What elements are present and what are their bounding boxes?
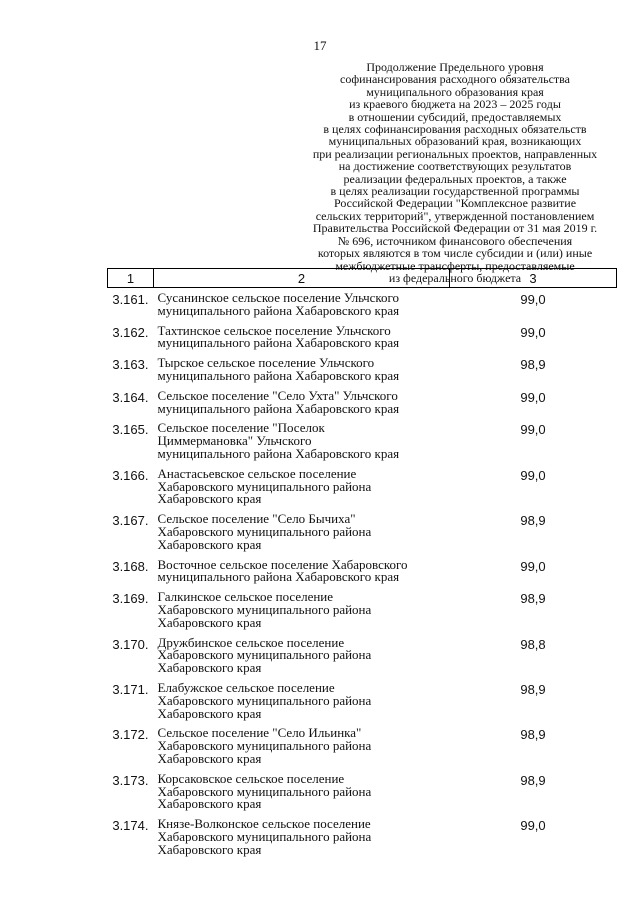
row-name: Сусанинское сельское поселение Ульчского муниципального района Хабаровского края [157, 290, 400, 318]
row-value: 99,0 [520, 389, 546, 405]
row-value: 98,9 [520, 357, 546, 373]
table-row [108, 555, 617, 588]
row-value: 98,9 [520, 681, 546, 697]
allocation-table [107, 268, 617, 859]
row-number: 3.166. [112, 467, 149, 483]
row-value: 99,0 [520, 292, 546, 307]
header-line: при реализации региональных проектов, направленных [312, 146, 598, 161]
column-header-value: 3 [450, 269, 617, 288]
header-line: муниципального образования края [366, 84, 544, 99]
row-value: 99,0 [520, 324, 546, 340]
row-value: 98,9 [520, 727, 546, 743]
row-name: Тахтинское сельское поселение Ульчского муниципального района Хабаровского края [157, 322, 400, 351]
table-row [108, 633, 617, 678]
table-row [108, 288, 617, 321]
header-line: Правительства Российской Федерации от 31 мая 2019 г. [312, 221, 598, 236]
row-value: 98,9 [520, 591, 546, 607]
row-value: 99,0 [520, 818, 546, 834]
row-number: 3.172. [112, 727, 149, 743]
table-row [108, 418, 617, 463]
row-number: 3.168. [112, 558, 149, 574]
row-name: Сельское поселение "Село Ухта" Ульчского муниципального района Хабаровского края [157, 387, 400, 416]
row-value: 99,0 [520, 558, 546, 574]
header-line: муниципальных образований края, возникающих [328, 134, 582, 149]
table-body [108, 288, 617, 860]
table-row [108, 769, 617, 814]
row-name: Тырское сельское поселение Ульчского муниципального района Хабаровского края [157, 355, 400, 383]
row-number: 3.165. [112, 422, 149, 438]
header-line: из краевого бюджета на 2023 – 2025 годы [349, 97, 561, 112]
row-number: 3.174. [112, 818, 149, 834]
row-name: Корсаковское сельское поселение Хабаровского муниципального района Хабаровского края [157, 770, 372, 812]
row-name: Дружбинское сельское поселение Хабаровского муниципального района Хабаровского края [157, 634, 372, 676]
table-header [108, 269, 617, 288]
row-name: Князе-Волконское сельское поселение Хабаровского муниципального района Хабаровского края [157, 816, 372, 857]
header-line: в отношении субсидий, предоставляемых [348, 109, 562, 124]
row-number: 3.164. [112, 389, 149, 405]
table-row [108, 464, 617, 509]
row-name: Анастасьевское сельское поселение Хабаровского муниципального района Хабаровского края [157, 465, 372, 507]
row-value: 99,0 [520, 467, 546, 483]
header-line: № 696, источником финансового обеспечения [337, 233, 573, 248]
row-name: Сельское поселение "Поселок Циммермановка" Ульчского муниципального района Хабаровского края [157, 420, 400, 461]
row-name: Сельское поселение "Село Бычиха" Хабаровского муниципального района Хабаровского края [157, 511, 372, 552]
row-number: 3.167. [112, 513, 149, 529]
row-name: Сельское поселение "Село Ильинка" Хабаровского муниципального района Хабаровского края [157, 725, 372, 766]
column-header-name: 2 [154, 269, 450, 288]
header-line: в целях реализации государственной программы [330, 184, 580, 199]
row-name: Восточное сельское поселение Хабаровского муниципального района Хабаровского края [157, 556, 408, 585]
row-number: 3.163. [112, 357, 149, 373]
table-row [108, 509, 617, 554]
header-line: сельских территорий", утвержденной постановлением [315, 208, 595, 223]
header-line: реализации федеральных проектов, а также [343, 171, 567, 186]
header-line: которых являются в том числе субсидии и (или) иные [317, 246, 593, 261]
row-value: 99,0 [520, 422, 546, 438]
header-line: на достижение соответствующих результатов [338, 159, 572, 174]
row-name: Галкинское сельское поселение Хабаровского муниципального района Хабаровского края [157, 589, 372, 630]
table-row [108, 723, 617, 768]
row-value: 98,9 [520, 772, 546, 788]
row-number: 3.169. [112, 591, 149, 607]
header-line: в целях софинансирования расходных обязательств [323, 122, 587, 137]
table-row [108, 321, 617, 354]
header-line: Российской Федерации "Комплексное развитие [333, 196, 577, 211]
table-row [108, 353, 617, 386]
row-number: 3.170. [112, 636, 149, 652]
table-row [108, 386, 617, 419]
column-header-number: 1 [108, 269, 154, 288]
row-number: 3.171. [112, 681, 149, 697]
header-line: Продолжение Предельного уровня [366, 60, 544, 74]
document-header [295, 61, 615, 284]
row-value: 98,8 [520, 636, 546, 652]
row-number: 3.161. [112, 292, 149, 307]
table-row [108, 678, 617, 723]
header-line: из федерального бюджета [388, 270, 522, 285]
page-number: 17 [313, 38, 327, 53]
table-row [108, 814, 617, 859]
header-line: межбюджетные трансферты, предоставляемые [335, 258, 575, 273]
row-value: 98,9 [520, 513, 546, 529]
table-row [108, 587, 617, 632]
row-name: Елабужское сельское поселение Хабаровского муниципального района Хабаровского края [157, 679, 372, 721]
row-number: 3.162. [112, 324, 149, 340]
row-number: 3.173. [112, 772, 149, 788]
header-line: софинансирования расходного обязательства [340, 72, 570, 87]
